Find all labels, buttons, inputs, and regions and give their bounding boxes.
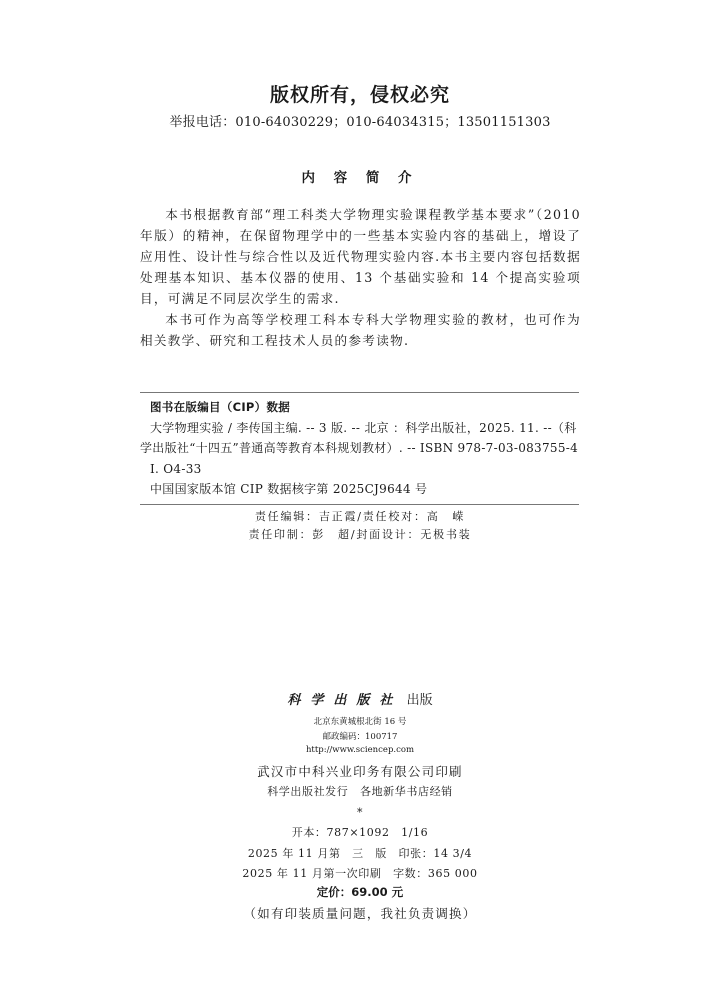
cip-record-line-2: 学出版社“十四五”普通高等教育本科规划教材）. -- ISBN 978-7-03-083755-4	[140, 441, 579, 455]
cip-top-rule	[140, 392, 579, 393]
publisher-logo-name: 科学出版社	[287, 693, 403, 708]
copyright-title: 版权所有，侵权必究	[269, 84, 450, 106]
separator-asterisk: *	[356, 806, 364, 819]
publisher-postcode: 邮政编码：100717	[322, 732, 398, 742]
summary-heading: 内 容 简 介	[301, 170, 419, 186]
price: 定价：69.00 元	[316, 885, 404, 899]
staff-production: 责任印制：彭 超/封面设计：无极书装	[248, 528, 472, 541]
summary-body	[140, 204, 581, 351]
cip-block	[140, 397, 581, 500]
cip-approval-number: 中国国家版本馆 CIP 数据核字第 2025CJ9644 号	[150, 482, 428, 496]
cip-classification: Ⅰ. O4-33	[150, 461, 202, 476]
distribution: 科学出版社发行 各地新华书店经销	[267, 785, 453, 798]
printer: 武汉市中科兴业印务有限公司印刷	[257, 764, 463, 779]
cip-heading: 图书在版编目（CIP）数据	[150, 400, 291, 414]
summary-paragraph-1: 本书根据教育部“理工科类大学物理实验课程教学基本要求”（2010 年版）的精神，在保留物理学中的一些基本实验内容的基础上，增设了应用性、设计性与综合性以及近代物理实验内容.本书主要内容包括数据处理基本知识、基本仪器的使用、13 个基础实验和 14 个提高实验项目，可满足不同层次学生的需求.	[140, 207, 581, 306]
publisher-suffix: 出版	[406, 693, 433, 708]
report-hotline: 举报电话：010-64030229；010-64034315；13501151303	[169, 115, 551, 130]
summary-paragraph-2: 本书可作为高等学校理工科本专科大学物理实验的教材，也可作为相关教学、研究和工程技术人员的参考读物.	[140, 312, 581, 348]
staff-editors: 责任编辑：吉正霞/责任校对：高 嵘	[254, 510, 466, 523]
cip-bottom-rule	[140, 504, 579, 505]
publisher-line	[0, 689, 720, 708]
quality-notice: （如有印装质量问题，我社负责调换）	[243, 906, 477, 921]
publisher-website: http://www.sciencep.com	[305, 745, 415, 755]
publisher-address: 北京东黄城根北街 16 号	[313, 717, 407, 727]
printing-info: 2025 年 11 月第一次印刷 字数：365 000	[242, 867, 478, 880]
edition-info: 2025 年 11 月第 三 版 印张：14 3/4	[247, 847, 473, 860]
cip-record-line-1: 大学物理实验 / 李传国主编. -- 3 版. -- 北京 ：科学出版社，2025. 11. --（科	[150, 420, 577, 435]
format-spec: 开本：787×1092 1/16	[291, 826, 429, 839]
